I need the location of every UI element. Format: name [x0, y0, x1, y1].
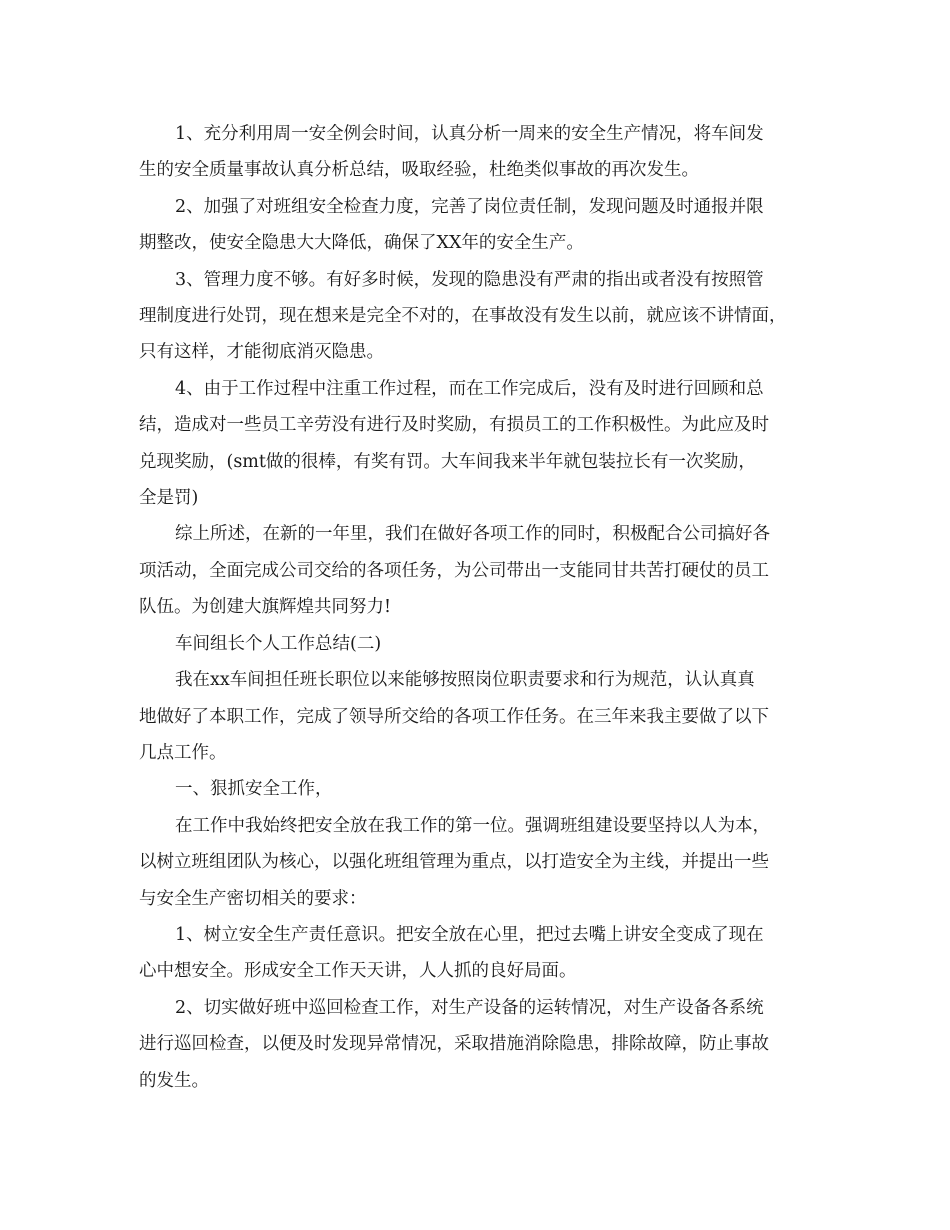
subheading-line: 一、狠抓安全工作，: [175, 779, 333, 800]
paragraph-rewards: [139, 371, 829, 517]
text-line: 2、切实做好班中巡回检查工作，对生产设备的运转情况，对生产设备各系统: [175, 997, 764, 1018]
text-line: 1、充分利用周一安全例会时间，认真分析一周来的安全生产情况，将车间发: [175, 124, 764, 144]
text-line: 生的安全质量事故认真分析总结，吸取经验，杜绝类似事故的再次发生。: [139, 160, 699, 181]
paragraph-intro: [139, 662, 829, 771]
text-line: 的发生。: [139, 1070, 209, 1091]
paragraph-patrol: [139, 990, 829, 1099]
text-line: 几点工作。: [139, 742, 227, 763]
text-line: 4、由于工作过程中注重工作过程，而在工作完成后，没有及时进行回顾和总: [175, 378, 764, 399]
heading-line: 车间组长个人工作总结(二): [175, 633, 382, 654]
paragraph-responsibility: [139, 917, 829, 990]
text-line: 进行巡回检查，以便及时发现异常情况，采取措施消除隐患，排除故障，防止事故: [139, 1034, 769, 1055]
paragraph-inspection: [139, 189, 829, 262]
text-line: 兑现奖励，(smt做的很棒，有奖有罚。大车间我来半年就包装拉长有一次奖励，: [139, 451, 756, 472]
subheading-safety-work: [139, 771, 829, 807]
text-line: 3、管理力度不够。有好多时候，发现的隐患没有严肃的指出或者没有按照管: [175, 269, 764, 290]
text-line: 结，造成对一些员工辛劳没有进行及时奖励，有损员工的工作积极性。为此应及时: [139, 415, 769, 436]
text-line: 我在xx车间担任班长职位以来能够按照岗位职责要求和行为规范，认认真真: [175, 670, 755, 691]
text-line: 全是罚): [139, 488, 199, 509]
paragraph-safety-meeting: [139, 116, 829, 189]
text-line: 心中想安全。形成安全工作天天讲，人人抓的良好局面。: [139, 961, 577, 982]
text-line: 队伍。为创建大旗辉煌共同努力!: [139, 597, 392, 618]
paragraph-management: [139, 262, 829, 371]
section-heading: [139, 626, 829, 662]
text-line: 理制度进行处罚，现在想来是完全不对的，在事故没有发生以前，就应该不讲情面，: [139, 306, 787, 327]
text-line: 1、树立安全生产责任意识。把安全放在心里，把过去嘴上讲安全变成了现在: [175, 924, 764, 945]
text-line: 项活动，全面完成公司交给的各项任务，为公司带出一支能同甘共苦打硬仗的员工: [139, 560, 769, 581]
text-line: 地做好了本职工作，完成了领导所交给的各项工作任务。在三年来我主要做了以下: [139, 706, 769, 727]
paragraph-summary: [139, 516, 829, 625]
text-line: 与安全生产密切相关的要求：: [139, 888, 367, 909]
text-line: 只有这样，才能彻底消灭隐患。: [139, 342, 384, 363]
text-line: 期整改，使安全隐患大大降低，确保了XX年的安全生产。: [139, 233, 584, 254]
text-line: 综上所述，在新的一年里，我们在做好各项工作的同时，积极配合公司搞好各: [175, 524, 770, 545]
document-body: [139, 116, 829, 1099]
text-line: 在工作中我始终把安全放在我工作的第一位。强调班组建设要坚持以人为本，: [175, 815, 770, 836]
paragraph-safety-first: [139, 808, 829, 917]
text-line: 以树立班组团队为核心，以强化班组管理为重点，以打造安全为主线，并提出一些: [139, 852, 769, 873]
text-line: 2、加强了对班组安全检查力度，完善了岗位责任制，发现问题及时通报并限: [175, 196, 764, 217]
